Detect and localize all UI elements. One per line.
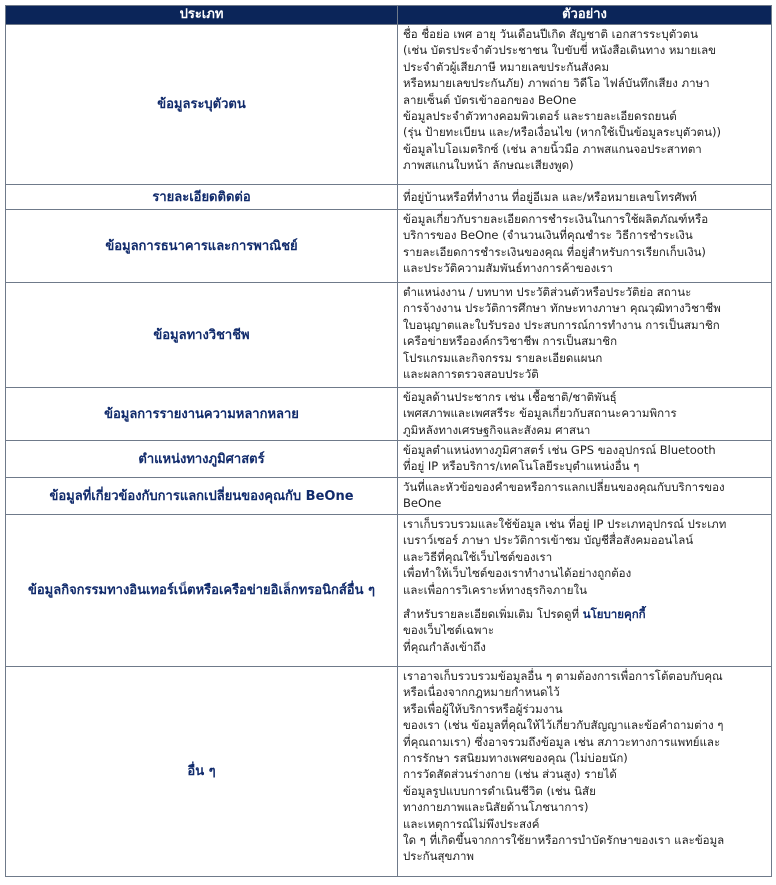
example-line: ภูมิหลังทางเศรษฐกิจและสังคม ศาสนา: [403, 422, 591, 437]
example-line: ที่อยู่บ้านหรือที่ทำงาน ที่อยู่อีเมล และ/หรือหมายเลขโทรศัพท์: [403, 189, 697, 204]
example-line: เครือข่ายหรือองค์กรวิชาชีพ การเป็นสมาชิก: [403, 334, 618, 349]
example-line: เพื่อทำให้เว็บไซต์ของเราทำงานได้อย่างถูกต้อง: [403, 566, 632, 581]
example-line: เราอาจเก็บรวบรวมข้อมูลอื่น ๆ ตามต้องการเพื่อการโต้ตอบกับคุณ: [403, 669, 723, 683]
example-line: รายละเอียดการชำระเงินของคุณ ที่อยู่สำหรับการเรียกเก็บเงิน): [403, 244, 706, 259]
category-cell: ข้อมูลที่เกี่ยวข้องกับการแลกเปลี่ยนของคุณกับ BeOne: [6, 478, 398, 515]
category-cell: ข้อมูลการธนาคารและการพาณิชย์: [6, 210, 398, 283]
table-row: [6, 25, 772, 185]
example-line: ของเรา (เช่น ข้อมูลที่คุณให้ไว้เกี่ยวกับสัญญาและข้อคำถามต่าง ๆ: [403, 718, 724, 733]
example-line: ข้อมูลเกี่ยวกับรายละเอียดการชำระเงินในการใช้ผลิตภัณฑ์หรือ: [403, 212, 709, 226]
header-examples: ตัวอย่าง: [398, 6, 772, 25]
example-line: (รุ่น ป้ายทะเบียน และ/หรือเงื่อนไข (หากใช้เป็นข้อมูลระบุตัวตน)): [403, 125, 721, 140]
example-line: เพศสภาพและเพศสรีระ ข้อมูลเกี่ยวกับสถานะความพิการ: [403, 406, 677, 421]
data-categories-table: [5, 5, 772, 877]
example-line: ประจำตัวผู้เสียภาษี หมายเลขประกันสังคม: [403, 59, 610, 74]
category-cell: อื่น ๆ: [6, 667, 398, 877]
example-line: ข้อมูลประจำตัวทางคอมพิวเตอร์ และรายละเอียดรถยนต์: [403, 109, 677, 124]
table-row: [6, 388, 772, 441]
example-line: ข้อมูลไบโอเมตริกซ์ (เช่น ลายนิ้วมือ ภาพสแกนจอประสาทตา: [403, 141, 702, 156]
category-cell: ข้อมูลการรายงานความหลากหลาย: [6, 388, 398, 441]
example-line: และวิธีที่คุณใช้เว็บไซต์ของเรา: [403, 549, 553, 564]
examples-cell: [398, 441, 772, 478]
cookie-policy-link[interactable]: นโยบายคุกกี้: [582, 607, 646, 622]
example-line: ของเว็บไซต์เฉพาะ: [403, 623, 495, 638]
examples-cell: [398, 210, 772, 283]
example-line: ตำแหน่งงาน / บทบาท ประวัติส่วนตัวหรือประวัติย่อ สถานะ: [403, 285, 692, 299]
header-category: ประเภท: [6, 6, 398, 25]
examples-cell: [398, 388, 772, 441]
example-line: การวัดสัดส่วนร่างกาย (เช่น ส่วนสูง) รายได้: [403, 767, 617, 782]
example-line: ข้อมูลด้านประชากร เช่น เชื้อชาติ/ชาติพันธุ์: [403, 390, 617, 404]
example-line: เราเก็บรวบรวมและใช้ข้อมูล เช่น ที่อยู่ IP ประเภทอุปกรณ์ ประเภท: [403, 517, 727, 531]
example-line: ลายเซ็นต์ บัตรเข้าออกของ BeOne: [403, 92, 577, 107]
examples-cell: [398, 478, 772, 515]
category-cell: รายละเอียดติดต่อ: [6, 185, 398, 210]
table-row: [6, 283, 772, 388]
example-line: และเพื่อการวิเคราะห์ทางธุรกิจภายใน: [403, 582, 587, 597]
example-line: BeOne: [403, 496, 442, 511]
examples-cell: [398, 25, 772, 185]
example-line: ใด ๆ ที่เกิดขึ้นจากการใช้ยาหรือการบำบัดรักษาของเรา และข้อมูล: [403, 833, 725, 848]
table-header-row: [6, 6, 772, 25]
example-line: ใบอนุญาตและใบรับรอง ประสบการณ์การทำงาน การเป็นสมาชิก: [403, 317, 720, 332]
data-categories-table-container: [5, 5, 771, 877]
category-cell: ข้อมูลระบุตัวตน: [6, 25, 398, 185]
example-line: และผลการตรวจสอบประวัติ: [403, 367, 539, 382]
example-line: ประกันสุขภาพ: [403, 849, 474, 864]
example-line: วันที่และหัวข้อของคำขอหรือการแลกเปลี่ยนของคุณกับบริการของ: [403, 480, 725, 494]
category-cell: ตำแหน่งทางภูมิศาสตร์: [6, 441, 398, 478]
paragraph-gap: [403, 598, 768, 606]
table-row: [6, 441, 772, 478]
examples-cell: [398, 515, 772, 667]
examples-cell: [398, 185, 772, 210]
category-cell: ข้อมูลทางวิชาชีพ: [6, 283, 398, 388]
example-line: หรือเพื่อผู้ให้บริการหรือผู้ร่วมงาน: [403, 701, 563, 716]
example-line: หรือเนื่องจากกฎหมายกำหนดไว้: [403, 685, 560, 700]
example-line: ที่คุณถามเรา) ซึ่งอาจรวมถึงข้อมูล เช่น สภาวะทางการแพทย์และ: [403, 734, 721, 749]
table-row: [6, 478, 772, 515]
example-line: ข้อมูลรูปแบบการดำเนินชีวิต (เช่น นิสัย: [403, 783, 596, 798]
table-row: [6, 185, 772, 210]
example-line: บริการของ BeOne (จำนวนเงินที่คุณชำระ วิธีการชำระเงิน: [403, 228, 693, 243]
example-line: ที่คุณกำลังเข้าถึง: [403, 639, 486, 654]
example-line: (เช่น บัตรประจำตัวประชาชน ใบขับขี่ หนังสือเดินทาง หมายเลข: [403, 43, 717, 58]
example-line: โปรแกรมและกิจกรรม รายละเอียดแผนก: [403, 350, 603, 365]
table-row: [6, 515, 772, 667]
example-line: [403, 606, 768, 622]
example-line: เบราว์เซอร์ ภาษา ประวัติการเข้าชม บัญชีสื่อสังคมออนไลน์: [403, 533, 694, 548]
example-line: หรือหมายเลขประกันภัย) ภาพถ่าย วิดีโอ ไฟล์บันทึกเสียง ภาษา: [403, 76, 710, 91]
more-info-text: สำหรับรายละเอียดเพิ่มเติม โปรดดูที่: [403, 607, 583, 622]
table-row: [6, 210, 772, 283]
examples-cell: [398, 667, 772, 877]
example-line: และเหตุการณ์ไม่พึงประสงค์: [403, 816, 540, 831]
example-line: ชื่อ ชื่อย่อ เพศ อายุ วันเดือนปีเกิด สัญชาติ เอกสารระบุตัวตน: [403, 27, 698, 41]
example-line: ทางกายภาพและนิสัยด้านโภชนาการ): [403, 800, 589, 815]
category-cell: ข้อมูลกิจกรรมทางอินเทอร์เน็ตหรือเครือข่ายอิเล็กทรอนิกส์อื่น ๆ: [6, 515, 398, 667]
table-row: [6, 667, 772, 877]
example-line: ที่อยู่ IP หรือบริการ/เทคโนโลยีระบุตำแหน่งอื่น ๆ: [403, 459, 640, 474]
example-line: การรักษา รสนิยมทางเพศของคุณ (ไม่บ่อยนัก): [403, 751, 628, 766]
example-line: และประวัติความสัมพันธ์ทางการค้าของเรา: [403, 261, 613, 276]
example-line: ภาพสแกนใบหน้า ลักษณะเสียงพูด): [403, 158, 574, 173]
example-line: การจ้างงาน ประวัติการศึกษา ทักษะทางภาษา คุณวุฒิทางวิชาชีพ: [403, 301, 721, 316]
examples-cell: [398, 283, 772, 388]
example-line: ข้อมูลตำแหน่งทางภูมิศาสตร์ เช่น GPS ของอุปกรณ์ Bluetooth: [403, 443, 716, 457]
